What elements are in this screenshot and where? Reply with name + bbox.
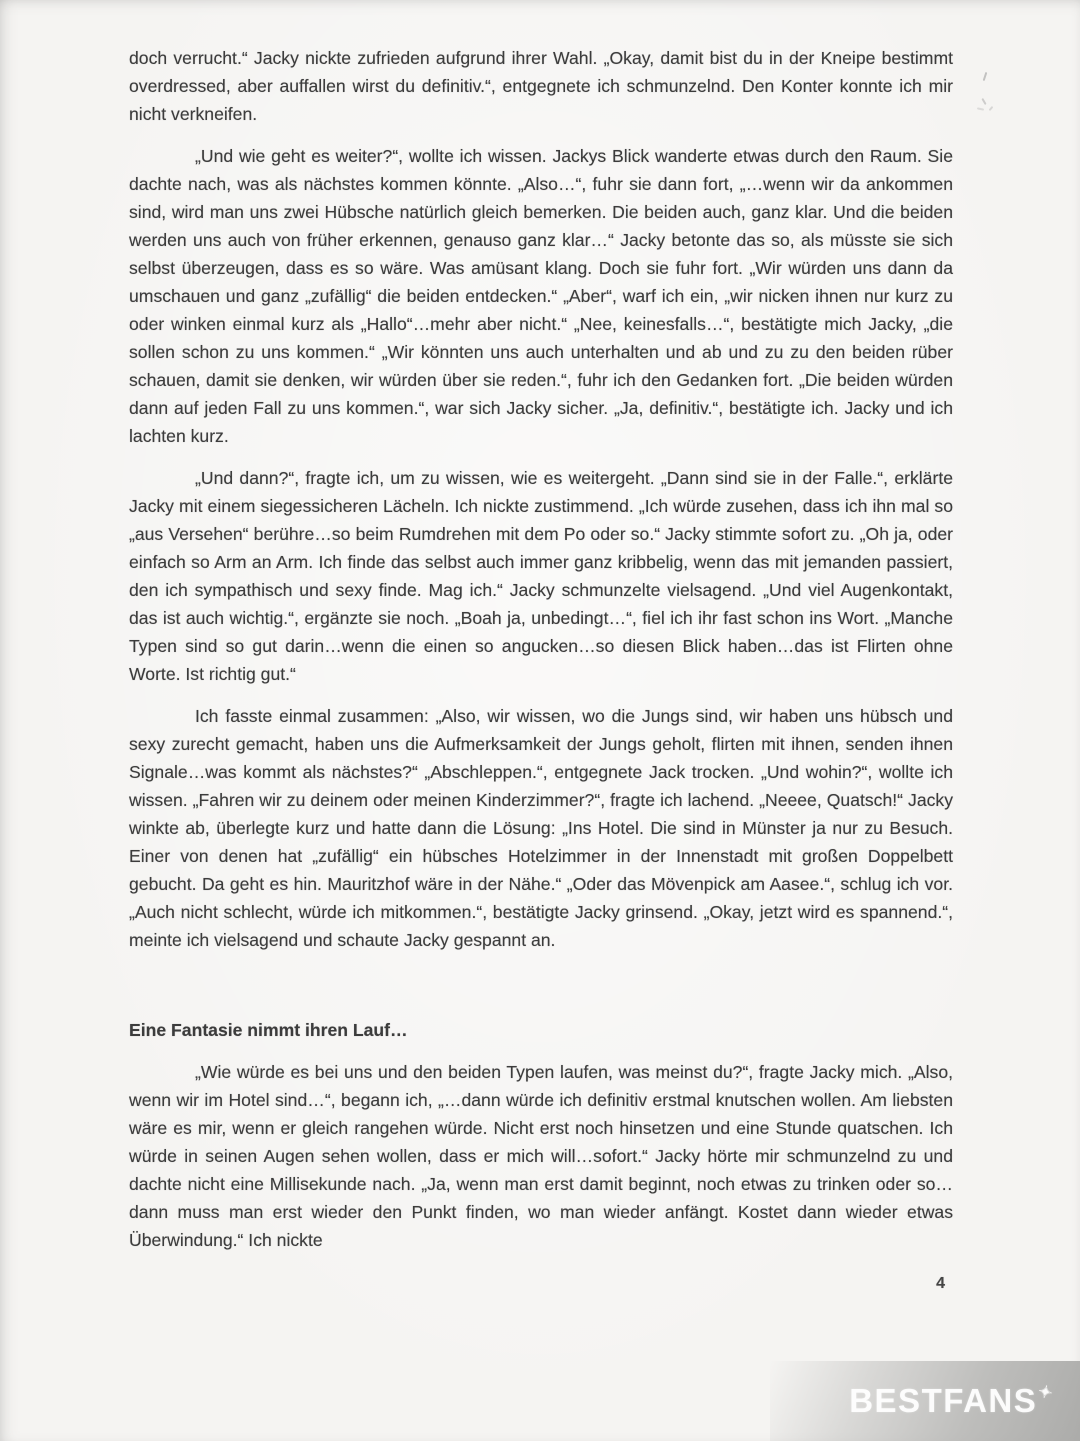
bestfans-watermark bbox=[770, 1361, 1080, 1441]
pen-smudge-mark bbox=[975, 70, 999, 120]
section-heading: Eine Fantasie nimmt ihren Lauf… bbox=[129, 1020, 408, 1040]
page-number: 4 bbox=[936, 1275, 945, 1292]
watermark-brand-text: BESTFANS✦ bbox=[849, 1381, 1056, 1419]
star-icon: ✦ bbox=[1036, 1381, 1056, 1404]
paragraph: „Und wie geht es weiter?“, wollte ich wissen. Jackys Blick wanderte etwas durch den Raum. Sie dachte nach, was als nächstes kommen könnte. „Also…“, fuhr sie dann fort, „…wenn wir da ankommen sind, wird man uns zwei Hübsche natürlich gleich bemerken. Die beiden auch, ganz klar. Und die beiden werden uns auch von früher erkennen, genauso ganz klar…“ Jacky betonte das so, als müsste sie sich selbst überzeugen, dass es so wäre. Was amüsant klang. Doch sie fuhr fort. „Wir würden uns dann da umschauen und ganz „zufällig“ die beiden entdecken.“ „Aber“, warf ich ein, „wir nicken ihnen nur kurz zu oder winken einmal kurz als „Hallo“…mehr aber nicht.“ „Nee, keinesfalls…“, bestätigte mich Jacky, „die sollen schon zu uns kommen.“ „Wir könnten uns auch unterhalten und ab und zu zu den beiden rüber schauen, damit sie denken, wir würden über sie reden.“, fuhr ich den Gedanken fort. „Die beiden würden dann auf jeden Fall zu uns kommen.“, war sich Jacky sicher. „Ja, definitiv.“, bestätigte ich. Jacky und ich lachten kurz. bbox=[129, 146, 953, 446]
paragraph: „Wie würde es bei uns und den beiden Typen laufen, was meinst du?“, fragte Jacky mich. „Also, wenn wir im Hotel sind…“, begann ich, „…dann würde ich definitiv erstmal knutschen wollen. Am liebsten wäre es mir, wenn er gleich rangehen würde. Nicht erst noch hinsetzen und eine Stunde quatschen. Ich würde in seinen Augen sehen wollen, dass er mich will…sofort.“ Jacky hörte mir schmunzelnd zu und dachte nicht eine Millisekunde nach. „Ja, wenn man erst damit beginnt, noch etwas zu trinken oder so…dann muss man erst wieder den Punkt finden, wo man wieder anfängt. Kostet dann wieder etwas Überwindung.“ Ich nickte bbox=[129, 1062, 953, 1250]
paragraph: doch verrucht.“ Jacky nickte zufrieden aufgrund ihrer Wahl. „Okay, damit bist du in der Kneipe bestimmt overdressed, aber auffallen wirst du definitiv.“, entgegnete ich schmunzelnd. Den Konter konnte ich mir nicht verkneifen. bbox=[129, 48, 953, 124]
paragraph: Ich fasste einmal zusammen: „Also, wir wissen, wo die Jungs sind, wir haben uns hübsch und sexy zurecht gemacht, haben uns die Aufmerksamkeit der Jungs geholt, flirten mit ihnen, senden ihnen Signale…was kommt als nächstes?“ „Abschleppen.“, entgegnete Jack trocken. „Und wohin?“, wollte ich wissen. „Fahren wir zu deinem oder meinen Kinderzimmer?“, fragte ich lachend. „Neeee, Quatsch!“ Jacky winkte ab, überlegte kurz und hatte dann die Lösung: „Ins Hotel. Die sind in Münster ja nur zu Besuch. Einer von denen hat „zufällig“ ein hübsches Hotelzimmer in der Innenstadt mit großen Doppelbett gebucht. Da geht es hin. Mauritzhof wäre in der Nähe.“ „Oder das Mövenpick am Aasee.“, schlug ich vor. „Auch nicht schlecht, würde ich mitkommen.“, bestätigte Jacky grinsend. „Okay, jetzt wird es spannend.“, meinte ich vielsagend und schaute Jacky gespannt an. bbox=[129, 706, 953, 950]
paragraph: „Und dann?“, fragte ich, um zu wissen, wie es weitergeht. „Dann sind sie in der Falle.“, erklärte Jacky mit einem siegessicheren Lächeln. Ich nickte zustimmend. „Ich würde zusehen, dass ich ihn mal so „aus Versehen“ berühre…so beim Rumdrehen mit dem Po oder so.“ Jacky stimmte sofort zu. „Oh ja, oder einfach so Arm an Arm. Ich finde das selbst auch immer ganz kribbelig, wenn das mit jemanden passiert, den ich sympathisch und sexy finde. Mag ich.“ Jacky schmunzelte vielsagend. „Und viel Augenkontakt, das ist auch wichtig.“, ergänzte sie noch. „Boah ja, unbedingt…“, fiel ich ihr fast schon ins Wort. „Manche Typen sind so gut darin…wenn die einen so angucken…so diesen Blick haben…das ist Flirten ohne Worte. Ist richtig gut.“ bbox=[129, 468, 953, 684]
page-text-block bbox=[129, 44, 953, 1298]
